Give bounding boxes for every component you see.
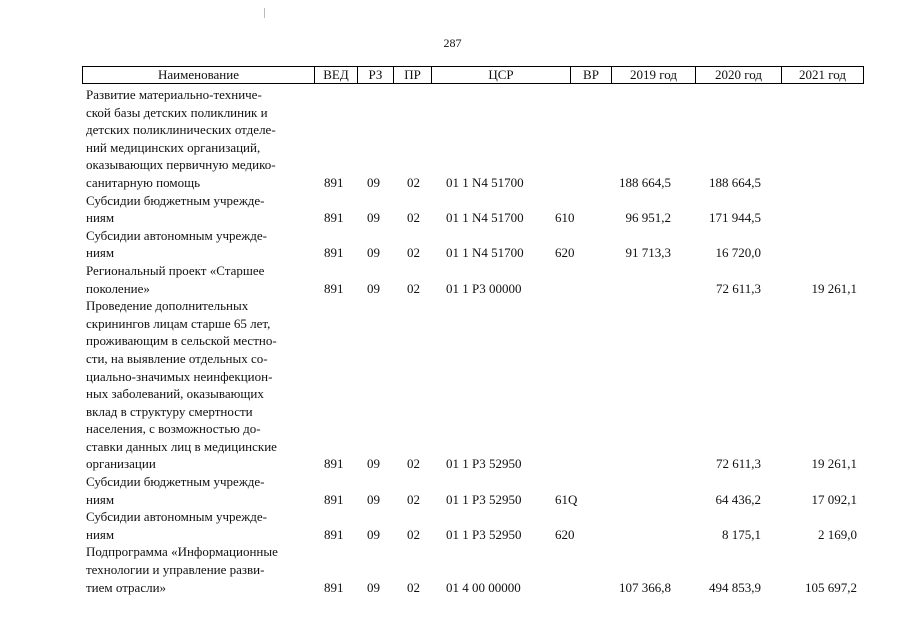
row-2021: 17 092,1 (811, 491, 857, 507)
row-rz: 09 (367, 456, 380, 472)
row-2021: 105 697,2 (805, 579, 857, 595)
row-csr: 01 1 P3 52950 (446, 456, 522, 472)
header-name: Наименование (83, 67, 315, 83)
table-body (0, 86, 905, 596)
header-vr: ВР (571, 67, 612, 83)
row-pr: 02 (407, 579, 420, 595)
row-csr: 01 1 P3 52950 (446, 491, 522, 507)
header-rz: РЗ (358, 67, 394, 83)
row-2020: 494 853,9 (709, 579, 761, 595)
row-2019: 91 713,3 (625, 245, 671, 261)
row-name: Субсидии бюджетным учрежде- ниям (86, 192, 265, 226)
row-vr: 610 (555, 210, 575, 226)
row-name: Развитие материально-техниче- ской базы детских поликлиник и детских поликлинических отделе- ний медицинских организаций, оказывающих первичную медико- санитарную помощь (86, 87, 276, 190)
table-row (0, 262, 905, 297)
row-2020: 64 436,2 (715, 491, 761, 507)
row-ved: 891 (324, 579, 344, 595)
row-2019: 107 366,8 (619, 579, 671, 595)
row-ved: 891 (324, 456, 344, 472)
row-2020: 72 611,3 (715, 280, 761, 296)
row-vr: 620 (555, 245, 575, 261)
table-row (0, 192, 905, 227)
row-rz: 09 (367, 280, 380, 296)
row-csr: 01 1 N4 51700 (446, 210, 524, 226)
row-2020: 171 944,5 (709, 210, 761, 226)
row-ved: 891 (324, 280, 344, 296)
row-pr: 02 (407, 456, 420, 472)
row-name: Субсидии автономным учрежде- ниям (86, 509, 267, 542)
row-2021: 2 169,0 (818, 526, 857, 542)
row-2020: 8 175,1 (722, 526, 761, 542)
row-vr: 61Q (555, 491, 578, 507)
row-csr: 01 1 P3 52950 (446, 526, 522, 542)
table-row (0, 473, 905, 508)
scan-artifact (264, 8, 265, 18)
row-vr: 620 (555, 526, 575, 542)
row-ved: 891 (324, 526, 344, 542)
row-2019: 188 664,5 (619, 174, 671, 190)
row-pr: 02 (407, 245, 420, 261)
row-rz: 09 (367, 174, 380, 190)
row-2021: 19 261,1 (811, 280, 857, 296)
header-2020: 2020 год (696, 67, 782, 83)
row-name: Субсидии автономным учрежде- ниям (86, 227, 267, 261)
row-2020: 72 611,3 (715, 456, 761, 472)
row-2020: 16 720,0 (715, 245, 761, 261)
row-csr: 01 4 00 00000 (446, 579, 521, 595)
row-rz: 09 (367, 491, 380, 507)
table-row (0, 227, 905, 262)
row-pr: 02 (407, 280, 420, 296)
row-name: Подпрограмма «Информационные технологии и управление разви- тием отрасли» (86, 544, 278, 595)
header-2019: 2019 год (612, 67, 696, 83)
row-name: Проведение дополнительных скринингов лицам старше 65 лет, проживающим в сельской местно- сти, на выявление отдельных со- циально-значимых неинфекцион- ных заболеваний, оказывающих вклад в структуру смертности населения, с возможностью до- ставки данных лиц в медицинские организации (86, 298, 277, 472)
table-row (0, 297, 905, 473)
row-2019: 96 951,2 (625, 210, 671, 226)
row-rz: 09 (367, 579, 380, 595)
table-row (0, 86, 905, 192)
row-pr: 02 (407, 526, 420, 542)
header-2021: 2021 год (799, 67, 846, 82)
row-name: Субсидии бюджетным учрежде- ниям (86, 474, 265, 507)
table-row (0, 543, 905, 596)
table-row (0, 508, 905, 543)
row-csr: 01 1 N4 51700 (446, 245, 524, 261)
table-header (82, 66, 864, 84)
header-csr: ЦСР (432, 67, 571, 83)
row-ved: 891 (324, 245, 344, 261)
row-pr: 02 (407, 491, 420, 507)
row-ved: 891 (324, 491, 344, 507)
row-pr: 02 (407, 174, 420, 190)
row-2020: 188 664,5 (709, 174, 761, 190)
row-name: Региональный проект «Старшее поколение» (86, 262, 265, 296)
row-csr: 01 1 N4 51700 (446, 174, 524, 190)
row-ved: 891 (324, 210, 344, 226)
row-rz: 09 (367, 245, 380, 261)
header-pr: ПР (394, 67, 432, 83)
row-2021: 19 261,1 (811, 456, 857, 472)
row-csr: 01 1 P3 00000 (446, 280, 522, 296)
header-ved: ВЕД (315, 67, 358, 83)
row-rz: 09 (367, 526, 380, 542)
row-pr: 02 (407, 210, 420, 226)
row-rz: 09 (367, 210, 380, 226)
page-number: 287 (443, 36, 462, 50)
row-ved: 891 (324, 174, 344, 190)
